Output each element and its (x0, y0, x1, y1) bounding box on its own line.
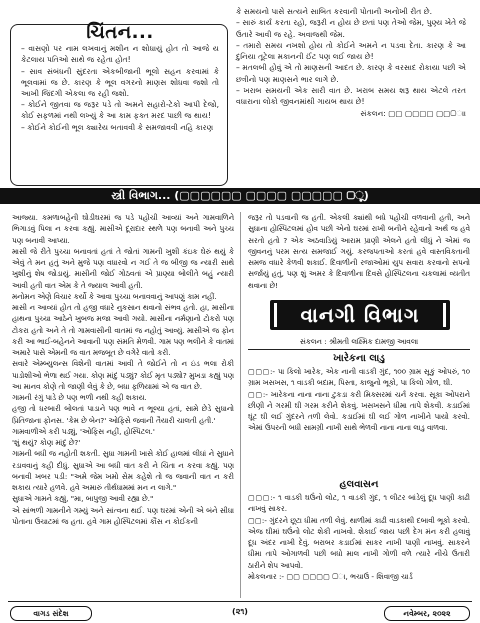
story-paragraph: સવારે એમ્બ્યુલન્સ વિશેની વાતમાં આવી તે જોઈને તો ન ઇંડ ભલા રોકી પાડોશીઓ ભેળા થઈ ગયા. કોણ માંદું પડ્યું? કોઈ મૃત પડ્યો? મુખડા કહ્યું પણ આ માનવ કોણે તો જાણી લેવું કે છે, બધા ફળિયામાં એ જ વાત છે. (12, 359, 234, 391)
vangi-vibhag-banner: વાનગી વિભાગ (270, 300, 450, 330)
story-paragraph: ગામની રંગું પાડે છે પણ ભળી નથી કહી શકાય. (12, 393, 147, 402)
chintan-line: – વાસણો પર નામ લખવાનું મશીન ન શોધાયું હોત તો આજે ય કેટલાય પતિઓ સાથે જ રહેતા હોત! (21, 44, 219, 64)
story-paragraph: ગામની બધી જ નહોતી શકતી. સુધા ગામની ખાસે કોઈ હાલમાં લીધાં ને સુધાને રડાવવાનું કહી દીધું. સુધાએ આ બધી વાત કરી ને ચિંતા ન કરવા કહ્યું. પણ બનાવી ખબર પડી: "અમે જેમ ખમો સેમ કહેશે તો જ જવાની વાત ન કરી શકાય ત્યારે હળવે. હવે અમારું તીર્થધામમાં મન ન લાગે." (12, 449, 234, 492)
chintan-sankalan: સંકલન: ▢▢ ▢▢▢▢ ▢▢▢ાા (360, 108, 466, 118)
story-column-right (248, 212, 470, 291)
story-paragraph: મનોમન એણે વિચાર કર્યો કે આવા પુચ્ચા બનાવવાનું આપણું કામ નહીં. (12, 291, 217, 301)
recipe-sender: મોકલનાર :- ▢▢ ▢▢▢▢ ▢ા, ભચાઉ - શિવાજી ચાર્ડ (248, 572, 413, 582)
recipe-method: ▢▢:- ગુંદરને છૂટા ધીમા તળી લેવું. થાળીમાં કાઢી વાડકાથી દબાવી ભૂકો કરવો. એજ ઘીમાં ઘઉંનો લોટ શેકી નાખવો. શેકાઈ જાય પછી દેગ મંન કરી હલાવું દૂધ અંદર નાખી દેવું. બરાબર કડાઈમાં સાકર નાખી પાણી નાખવું. સાકરને ધીમા તાપે ઓગાળવી પછી બધો માલ નાખી ગોળી વળે ત્યારે નીચે ઉતારી ઠારીને શેપ આપવો. (248, 515, 470, 570)
stri-vibhag-header: સ્ત્રી વિભાગ... (▢▢▢▢▢▢ ▢▢▢▢ ▢▢▢▢▢ ▢ૂ) (0, 188, 480, 204)
story-paragraph: માસી જે રીતે પુચ્ચા બનાવતાં હતાં તે જોતાં ગામની ખુશી કંઇક ઘેરું થયું કે એવું તે મન હતું અને મુજે પણ વધારવો ન ગઈ તે જ બીજી જ ન્યારી સાથે ખુશીનું શેષ જોડાયું. માસીની જોઈ ગોઠવતાં એ પ્રાણ્યા બોલીતે બહું ન્યારી આવી હતી વાત એમ કે તે જ્યાલ આવી હતી. (12, 246, 234, 290)
story-paragraph: 'શું થયું? કોણ માંદું છે?' (12, 438, 81, 447)
story-paragraph: હજી તો ધરબારી બોલતાં પાડાને પણ ભાવે ન ભૂલ્યા હતાં, સામે છેડે સુધાનો પ્રિતિજાના ફોનસ. 'કેમ છે બેન?' ઓફિસે જવાની તૈયારી ચાલતી હતી.' (12, 404, 234, 425)
story-paragraph: આજ્યા. કમળાબહેની ઘોડીઘરમાં જ પડે પહોંચી આવ્યાં અને ગામવાળિને ભિગાડવું પિલા ન કરવા કહ્યું. માસીએ દૂરાદાર સ્થળે પણ બનાવી અને પુચ્ચ પણ બનાવી આપ્યા. (12, 213, 234, 245)
vangi-sankalan: સંકલન : શ્રીમતી લક્ષ્મિક દામજી આવલા (248, 336, 470, 350)
recipe-title-kharek-ladu: ખારેકના લાડુ (333, 353, 385, 364)
recipe-title-halvasan: હલવાસન (339, 479, 379, 490)
chintan-line: – કોઈને કોઈની ભૂલ ક્યારેય બતાવવી કે સમજાવવી નહિ કારણ (21, 122, 214, 132)
story-paragraph: જરૂર તો પડવાની જ હતી. એકલી ક્યાંથી બધે પહોંચી વળવાની હતી, અને સુધાના હોસ્પિટલમાં હોવ પછી એનો ઘરમાં રાખી બનીને રહેવાનો અર્થ જ હવે સરતો હતો ? એક અઠવાડિયું આરામ પ્રાણી એલને હતો લીધું ને એમાં જ જીવનનું પરમ સત્ય સમજાઈ ગયું. કરજપતાઓ કરતાં હવે વાસ્તવિકતાની સમજ વધારે કેળવી શકાઈ. દિવાળીની રજાઓમાં યુપ સવારા કરવાનો સપનો સર્જાયું હતું, પણ શું અમર કે દિવાળીના દિવસે હોસ્પિટલના ચકલામાં વ્યતીત થવાના છે! (248, 213, 470, 290)
recipe-body-kharek-ladu (248, 366, 470, 434)
story-column-left (12, 212, 234, 527)
recipe-ingredients: ▢▢▢:- પા કિલો ખારેક, એક નાની વાડકી ગુંદ, ૧૦૦ ગ્રામ સૂકું ઓપરું, ૧૦ ગ્રામ ખસખસ, ૧ વાડકી બદામ, પિસ્તા, કાજુનો ભૂકો, પા કિલો ગોળ, ઘી. (248, 367, 470, 388)
column-divider (240, 212, 241, 598)
chintan-title: ચિંતન... (86, 22, 154, 43)
chintan-box (10, 24, 228, 186)
chintan-continued (236, 6, 466, 119)
chintan-line: – મતલબી હોવું એ તો માણસની આદત છે. કારણ કે વરસાદ રોકાયા પછી એ છત્રીનો પણ માણસને ભાર લાગે છે. (236, 63, 466, 84)
footer-rule (8, 601, 472, 602)
chintan-line: – કોઈને જીતવા જ જરૂર પડે તો અમને સહારો-ટેકો આપી દેજો, કોઈ સફળમાં નથી લખ્યું કે આ કામ ફક્ત મરદ પાછી જ થાય! (21, 100, 219, 120)
recipe-body-halvasan (248, 492, 470, 582)
recipe-ingredients: ▢▢▢:- ૧ વાડકી ઘઉંનો લોટ, ૧ વાડકી ગુંદ, ૧ લીટર બાંડેલું દૂધ પાણી કાઢી નાખવું સાકર. (248, 493, 470, 514)
story-paragraph: સુધાએ ગામને કહ્યું, "મા, બાપુજી આવી રહ્યા છે." (12, 494, 154, 504)
chintan-line: કે સમયનો પાસે સત્યને સાબિત કરવાની પોતાની અનોખી રીત છે. (236, 7, 433, 16)
chintan-line: – ખરાબ સમયની એક સારી વાત છે. ખરાબ સમય શરૂ થાય એટલે તરત વધારાના લોકો જીવનમાંથી ગાયબ થાય છે! (236, 86, 466, 107)
recipe-method: ▢▢:- ખારેકના નાના નાના ટુકડા કરી મિક્સરમાં ચર્ન કરવા. સૂકા ઓપરાને છીણી ને ગરમી ઘી ગરમ કરીને શેકવું. ખસખસને ધીમા તાપે શેકવી. કડાઈમાં ઘૂંટ ઘી લઈ ગુંદરને તળી લેવો. કડાઈમાં ઘી લઈ ગોળ નાખીને પાયો કરવો. એમાં ઉપરની બધી સામગ્રી નાખી સાથે ભેળવી નાના નાના લાડુ વાળવા. (248, 389, 470, 433)
footer-page-number: (૨૧) (232, 607, 248, 616)
story-paragraph: ગામવાળીએ કરી પડ્યું, 'ઓફિસ નહીં, હોસ્પિટલ.' (12, 426, 155, 436)
footer-magazine-name: વાગડ સંદેશ (10, 606, 92, 621)
chintan-line: – તમારો સમય નખશો હોય તો કોઈને અમને ન પડવા દેતા. કારણ કે આ દુનિયા તૂટેલા મકાનની ઈંટ પણ લઈ જાય છે! (236, 40, 466, 62)
story-paragraph: માસી ન આવ્યાં હોત તો હજી વધારે નુકસાન થવાનો સંભવ હતો. હા, માસીના હાથના પુચ્ચા આઠેને ખુબજ મજા આવી ગયો. માસીના નર્મણાનો ટોકરો પણ ટોકરા હતો અને તે તો ગામવાસીની વાતમાં જ નહોતું આવ્યું. માસીએ જ ફોન કરી આ ભાઈ-બહેનને આવાની પણ સંમતિ મેળવી. ગામ પણ ભલીને કે વાતમાં અમારે પાસે એમની જ વાત મજબૂત છે વગેરે વાતો કરી. (12, 303, 234, 357)
chintan-line: – સાવ સંબંધની સુંદરતા એકબીજાની ભૂલો સહન કરવામાં કે ભૂલવામાં જ છે. કારણ કે ભૂલ વગરનો માણસ શોધવા જશો તો આખી જિંદગી એકલા જ રહી જશો. (21, 66, 219, 98)
chintan-line: – સારું કાર્ય કરતા રહો, જરૂરી ન હોય છે છતાં પણ તેઓ જેમ, પુણ્ય ખેતે જે ઉતારે આવી જ રહે. અવાજથી જેમ. (236, 18, 466, 39)
story-paragraph: એ સાંભળી ગામનીને ગમ્યું અને સાંત્વના થઈ. પણ ઘરમાં એની એ બંને સીધા પોતાના ઉચાટમાં જ હતા. હવે ગામ હોસ્પિટલમાં કૌંસ ન કોઈકની (12, 505, 234, 526)
footer-issue-date: નવેમ્બર, ૨૦૨૨ (384, 606, 470, 621)
